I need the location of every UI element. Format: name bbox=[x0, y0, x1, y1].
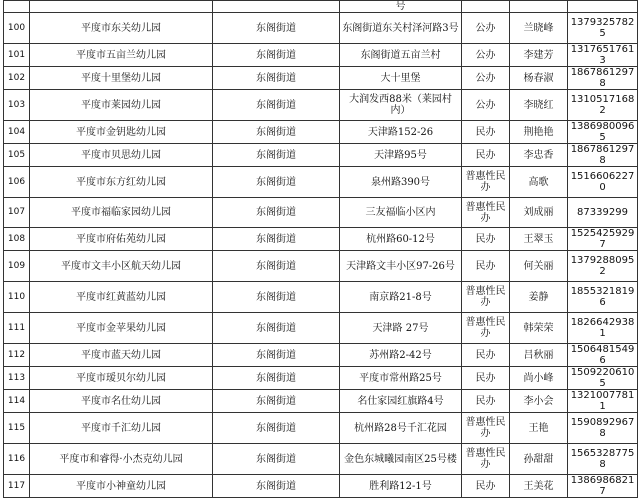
cell-type: 普惠性民办 bbox=[462, 313, 510, 344]
cell-no: 107 bbox=[4, 198, 30, 228]
cell-no: 112 bbox=[4, 344, 30, 367]
cell-type: 民办 bbox=[462, 475, 510, 498]
cell-type: 民办 bbox=[462, 367, 510, 390]
cell-phone: 15092206105 bbox=[568, 367, 638, 390]
cell-phone: 13210077811 bbox=[568, 390, 638, 413]
table-row bbox=[4, 44, 638, 67]
cell-address: 东阁街道东关村泽河路3号 bbox=[340, 13, 462, 44]
cell-contact: 高歌 bbox=[510, 167, 568, 198]
cell-street: 东阁街道 bbox=[213, 390, 340, 413]
cell-phone: 13869868217 bbox=[568, 475, 638, 498]
cell-type: 民办 bbox=[462, 121, 510, 144]
cell-address: 大十里堡 bbox=[340, 67, 462, 90]
cell-phone: 13176517613 bbox=[568, 44, 638, 67]
cell-no: 113 bbox=[4, 367, 30, 390]
cell-type: 民办 bbox=[462, 144, 510, 167]
cell-type: 民办 bbox=[462, 390, 510, 413]
cell-no: 115 bbox=[4, 413, 30, 444]
cell-street: 东阁街道 bbox=[213, 198, 340, 228]
table-row bbox=[4, 90, 638, 121]
cell-contact: 王艳 bbox=[510, 413, 568, 444]
cell-contact: 王美花 bbox=[510, 475, 568, 498]
cell-street: 东阁街道 bbox=[213, 67, 340, 90]
cell-no: 109 bbox=[4, 251, 30, 282]
cell-phone: 15254259297 bbox=[568, 228, 638, 251]
cell-phone: 13869800965 bbox=[568, 121, 638, 144]
cell-street: 东阁街道 bbox=[213, 13, 340, 44]
cell-name: 平度市千汇幼儿园 bbox=[30, 413, 213, 444]
cell-no: 108 bbox=[4, 228, 30, 251]
cell-address: 天津路文丰小区97-26号 bbox=[340, 251, 462, 282]
cell-no: 102 bbox=[4, 67, 30, 90]
cell-no: 117 bbox=[4, 475, 30, 498]
cell-street: 东阁街道 bbox=[213, 121, 340, 144]
cell-contact: 荆艳艳 bbox=[510, 121, 568, 144]
cell-street: 东阁街道 bbox=[213, 367, 340, 390]
table-row bbox=[4, 167, 638, 198]
table-body bbox=[4, 1, 638, 498]
cell-phone: 13105171682 bbox=[568, 90, 638, 121]
cell-phone: 87339299 bbox=[568, 198, 638, 228]
kindergarten-table bbox=[3, 0, 638, 498]
cell-no bbox=[4, 1, 30, 13]
cell-phone: 15064815496 bbox=[568, 344, 638, 367]
cell-phone: 13792880952 bbox=[568, 251, 638, 282]
cell-contact: 李小会 bbox=[510, 390, 568, 413]
cell-address: 平度市常州路25号 bbox=[340, 367, 462, 390]
cell-phone: 18678612978 bbox=[568, 67, 638, 90]
cell-phone: 18553218196 bbox=[568, 282, 638, 313]
cell-name: 平度市金钥匙幼儿园 bbox=[30, 121, 213, 144]
table-row bbox=[4, 313, 638, 344]
cell-type: 公办 bbox=[462, 90, 510, 121]
cell-type: 公办 bbox=[462, 13, 510, 44]
cell-type: 民办 bbox=[462, 344, 510, 367]
cell-contact: 韩荣荣 bbox=[510, 313, 568, 344]
cell-type bbox=[462, 1, 510, 13]
cell-address: 名仕家园红旗路4号 bbox=[340, 390, 462, 413]
cell-contact: 吕秋丽 bbox=[510, 344, 568, 367]
table-row bbox=[4, 367, 638, 390]
cell-address: 东阁街道五亩兰村 bbox=[340, 44, 462, 67]
table-row bbox=[4, 413, 638, 444]
table-row-continued bbox=[4, 1, 638, 13]
cell-address: 大润发西88米（莱园村内） bbox=[340, 90, 462, 121]
cell-type: 普惠性民办 bbox=[462, 198, 510, 228]
cell-name: 平度市府佑苑幼儿园 bbox=[30, 228, 213, 251]
table-row bbox=[4, 198, 638, 228]
table-row bbox=[4, 282, 638, 313]
cell-no: 106 bbox=[4, 167, 30, 198]
cell-name: 平度市名仕幼儿园 bbox=[30, 390, 213, 413]
cell-no: 101 bbox=[4, 44, 30, 67]
cell-name: 平度市贝思幼儿园 bbox=[30, 144, 213, 167]
cell-name: 平度市小神童幼儿园 bbox=[30, 475, 213, 498]
cell-name: 平度市东关幼儿园 bbox=[30, 13, 213, 44]
cell-name: 平度市蓝天幼儿园 bbox=[30, 344, 213, 367]
table-row bbox=[4, 67, 638, 90]
cell-contact: 杨春淑 bbox=[510, 67, 568, 90]
cell-street: 东阁街道 bbox=[213, 228, 340, 251]
cell-name: 平度市红黄蓝幼儿园 bbox=[30, 282, 213, 313]
cell-street: 东阁街道 bbox=[213, 282, 340, 313]
table-row bbox=[4, 251, 638, 282]
cell-name: 平度市金苹果幼儿园 bbox=[30, 313, 213, 344]
cell-contact: 王翠玉 bbox=[510, 228, 568, 251]
cell-phone: 18678612978 bbox=[568, 144, 638, 167]
cell-contact: 李建芳 bbox=[510, 44, 568, 67]
cell-no: 103 bbox=[4, 90, 30, 121]
cell-street: 东阁街道 bbox=[213, 167, 340, 198]
cell-address: 泉州路390号 bbox=[340, 167, 462, 198]
cell-street bbox=[213, 1, 340, 13]
cell-no: 105 bbox=[4, 144, 30, 167]
cell-street: 东阁街道 bbox=[213, 344, 340, 367]
cell-phone: 13793257825 bbox=[568, 13, 638, 44]
cell-no: 114 bbox=[4, 390, 30, 413]
cell-address: 杭州路60-12号 bbox=[340, 228, 462, 251]
cell-type: 普惠性民办 bbox=[462, 167, 510, 198]
table-row bbox=[4, 144, 638, 167]
cell-street: 东阁街道 bbox=[213, 144, 340, 167]
cell-contact bbox=[510, 1, 568, 13]
cell-type: 公办 bbox=[462, 44, 510, 67]
cell-street: 东阁街道 bbox=[213, 90, 340, 121]
cell-name bbox=[30, 1, 213, 13]
cell-contact: 刘成丽 bbox=[510, 198, 568, 228]
cell-no: 116 bbox=[4, 444, 30, 475]
cell-address: 天津路152-26 bbox=[340, 121, 462, 144]
cell-phone: 15653287758 bbox=[568, 444, 638, 475]
cell-type: 普惠性民办 bbox=[462, 413, 510, 444]
cell-street: 东阁街道 bbox=[213, 444, 340, 475]
table-row bbox=[4, 390, 638, 413]
cell-name: 平度市五亩兰幼儿园 bbox=[30, 44, 213, 67]
cell-name: 平度市文丰小区航天幼儿园 bbox=[30, 251, 213, 282]
cell-address: 杭州路28号千汇花园 bbox=[340, 413, 462, 444]
cell-type: 普惠性民办 bbox=[462, 444, 510, 475]
cell-name: 平度市福临家园幼儿园 bbox=[30, 198, 213, 228]
table-row bbox=[4, 121, 638, 144]
table-row bbox=[4, 344, 638, 367]
cell-phone: 15166062270 bbox=[568, 167, 638, 198]
cell-type: 民办 bbox=[462, 228, 510, 251]
cell-address: 苏州路2-42号 bbox=[340, 344, 462, 367]
cell-phone: 18266429381 bbox=[568, 313, 638, 344]
table-row bbox=[4, 444, 638, 475]
cell-contact: 孙甜甜 bbox=[510, 444, 568, 475]
cell-address: 胜利路12-1号 bbox=[340, 475, 462, 498]
cell-type: 公办 bbox=[462, 67, 510, 90]
cell-name: 平度十里堡幼儿园 bbox=[30, 67, 213, 90]
cell-address: 金色东城曦园南区25号楼 bbox=[340, 444, 462, 475]
cell-contact: 何关丽 bbox=[510, 251, 568, 282]
cell-no: 104 bbox=[4, 121, 30, 144]
cell-street: 东阁街道 bbox=[213, 44, 340, 67]
cell-address: 南京路21-8号 bbox=[340, 282, 462, 313]
cell-contact: 尚小峰 bbox=[510, 367, 568, 390]
cell-phone: 15908929678 bbox=[568, 413, 638, 444]
cell-name: 平度市瑷贝尔幼儿园 bbox=[30, 367, 213, 390]
cell-street: 东阁街道 bbox=[213, 251, 340, 282]
table-row bbox=[4, 228, 638, 251]
cell-type: 民办 bbox=[462, 251, 510, 282]
cell-contact: 李忠香 bbox=[510, 144, 568, 167]
cell-street: 东阁街道 bbox=[213, 475, 340, 498]
cell-address: 号 bbox=[340, 1, 462, 13]
cell-street: 东阁街道 bbox=[213, 313, 340, 344]
cell-contact: 姜静 bbox=[510, 282, 568, 313]
cell-address: 天津路 27号 bbox=[340, 313, 462, 344]
cell-contact: 兰晓峰 bbox=[510, 13, 568, 44]
cell-no: 110 bbox=[4, 282, 30, 313]
table-row bbox=[4, 475, 638, 498]
cell-name: 平度市和睿得·小杰克幼儿园 bbox=[30, 444, 213, 475]
cell-name: 平度市莱园幼儿园 bbox=[30, 90, 213, 121]
cell-no: 111 bbox=[4, 313, 30, 344]
cell-address: 三友福临小区内 bbox=[340, 198, 462, 228]
cell-phone bbox=[568, 1, 638, 13]
cell-name: 平度市东方红幼儿园 bbox=[30, 167, 213, 198]
cell-address: 天津路95号 bbox=[340, 144, 462, 167]
cell-no: 100 bbox=[4, 13, 30, 44]
cell-street: 东阁街道 bbox=[213, 413, 340, 444]
table-row bbox=[4, 13, 638, 44]
cell-type: 普惠性民办 bbox=[462, 282, 510, 313]
cell-contact: 李晓红 bbox=[510, 90, 568, 121]
